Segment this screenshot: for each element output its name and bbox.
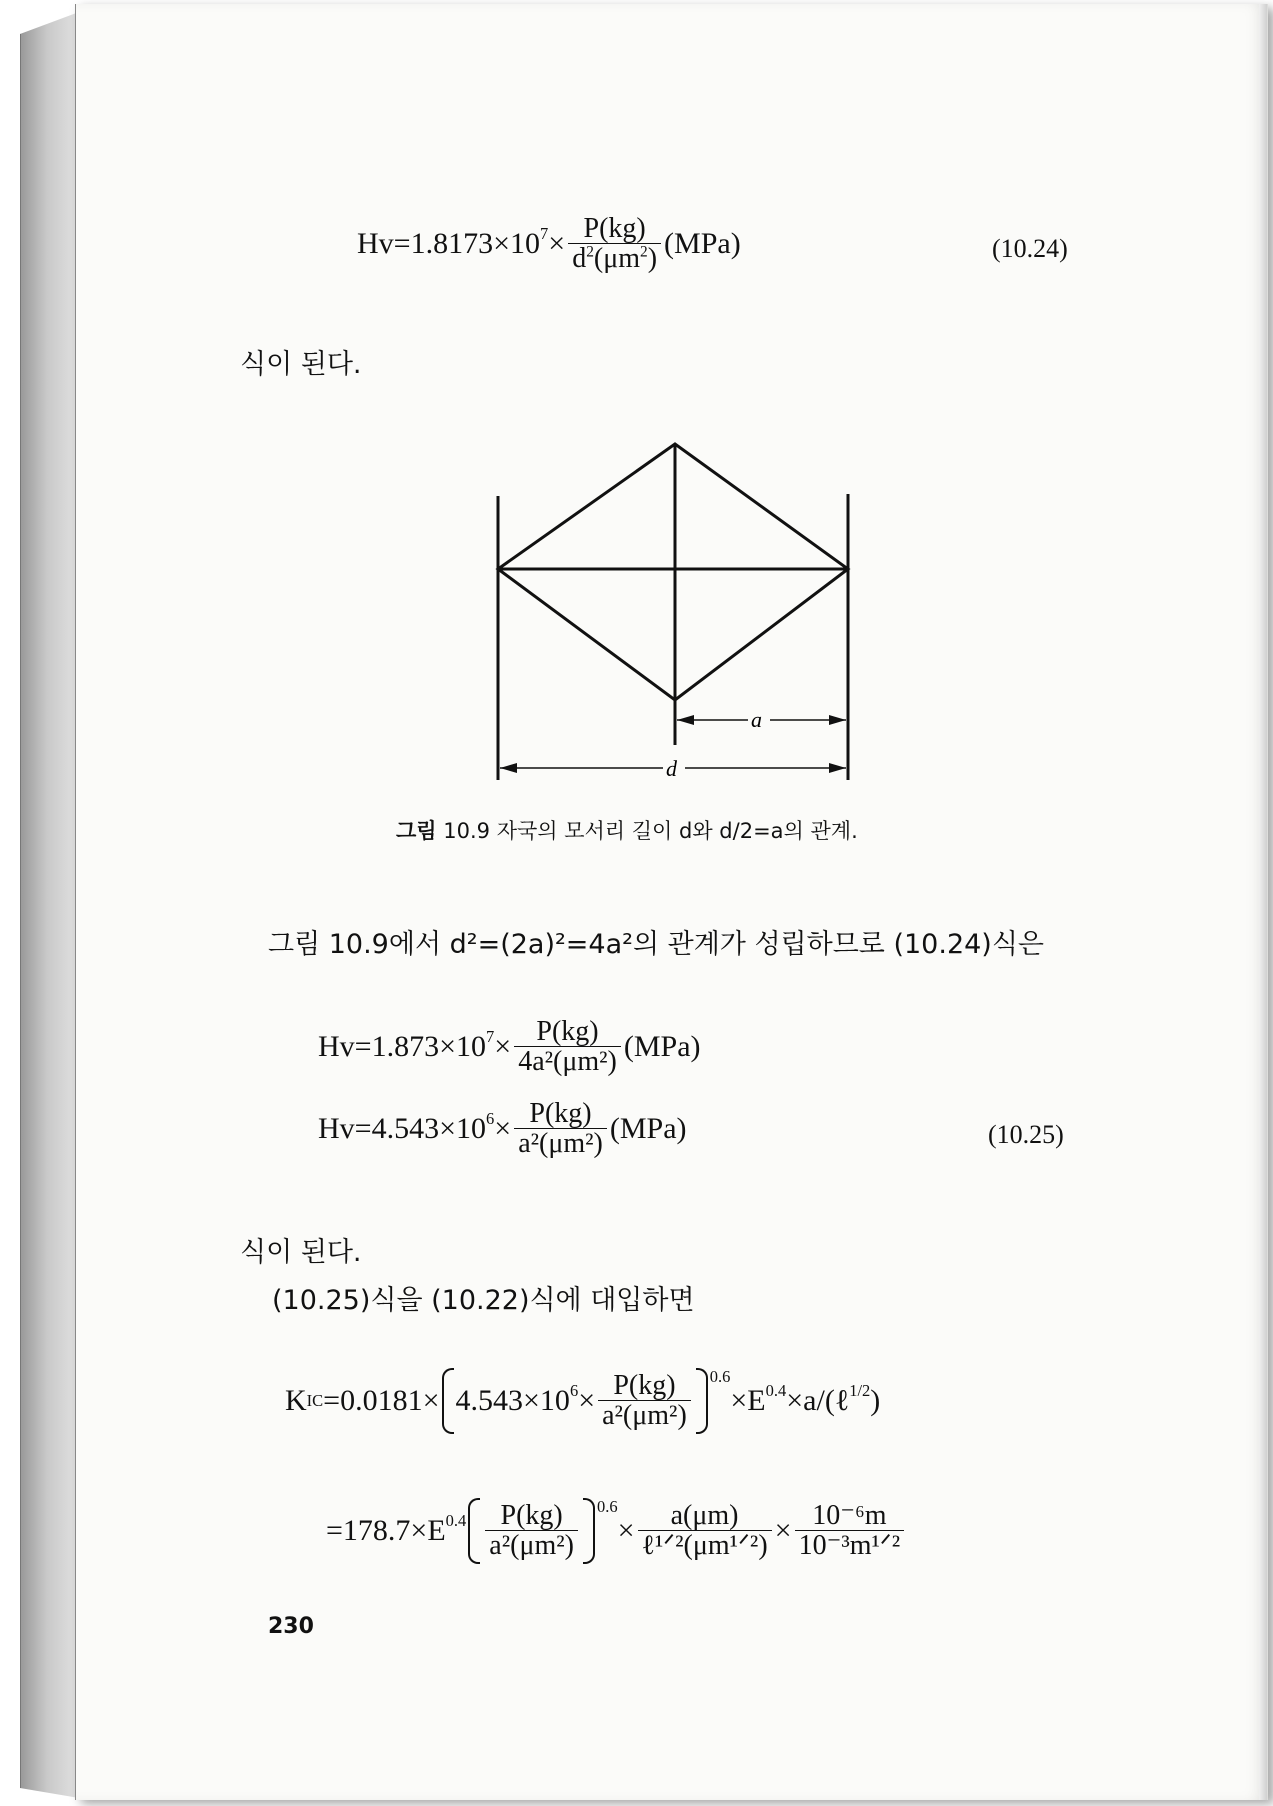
equation-hv-4a: Hv=1.873×10 $^7$ × $\frac{P(kg)}{\text{4a²(μm²)}}$ (MPa) <box>318 1016 701 1077</box>
eq5-power: 0.6 <box>596 1497 618 1516</box>
text-line-4: (10.25)식을 (10.22)식에 대입하면 <box>272 1285 695 1316</box>
eq5-numerator-3: 10⁻⁶m <box>812 1499 887 1531</box>
eq5-lhs-exp: 0.4 <box>445 1511 467 1530</box>
left-bracket-2 <box>468 1498 480 1564</box>
label-a: a <box>751 707 762 732</box>
indentation-diamond <box>498 444 848 700</box>
eq4-power: 0.6 <box>709 1367 731 1386</box>
equation-10-24 <box>357 215 741 273</box>
eq1-fraction <box>568 215 661 273</box>
arrow-a-left <box>677 715 694 725</box>
eq4-coef: =0.0181× <box>323 1384 440 1417</box>
eq3-denominator: a²(μm²) <box>514 1128 607 1158</box>
eq2-unit: (MPa) <box>623 1030 701 1064</box>
eq3-unit: (MPa) <box>609 1112 687 1146</box>
eq2-denominator: 4a²(μm²) <box>514 1046 621 1076</box>
eq1-den-c: ) <box>647 243 658 274</box>
arrow-d-right <box>829 763 846 773</box>
eq5-denominator-3: 10⁻³m¹ᐟ² <box>795 1530 905 1560</box>
equation-kic: K IC =0.0181× 4.543×10 $^6$ × $\frac{P(kg)}{\text{a²(μm²)}}$ $^{0.6}$ ×E $^{0.4}$ ×a/(ℓ $^{1/2}$ ) <box>285 1368 880 1434</box>
eq4-numerator: P(kg) <box>613 1369 676 1401</box>
equation-final: =178.7×E $^{0.4}$ $\frac{P(kg)}{\text{a²(μm²)}}$ $^{0.6}$ × $\frac{a(\mu m)}{\text{ℓ¹ᐟ²(μm¹ᐟ²)}}$ × $\frac{\text{10⁻⁶m}}{\text{10⁻³m¹ᐟ²}}$ <box>326 1498 907 1564</box>
eq5-denominator-1: a²(μm²) <box>485 1530 578 1560</box>
eq1-denominator: $d^2(\mu m^2)$ <box>568 243 661 273</box>
eq5-fraction-2 <box>638 1499 772 1561</box>
eq2-numerator: P(kg) <box>536 1016 599 1047</box>
equation-10-25: Hv=4.543×10 $^6$ × $\frac{P(kg)}{\text{a²(μm²)}}$ (MPa) <box>318 1098 687 1159</box>
text-line-3: 식이 된다. <box>240 1237 362 1268</box>
eq4-tail2-exp: 1/2 <box>849 1381 871 1400</box>
eq1-unit: (MPa) <box>664 227 741 261</box>
left-bracket <box>442 1368 454 1434</box>
label-d: d <box>666 756 677 780</box>
right-bracket-2 <box>583 1498 595 1564</box>
eq1-den-b: (μm <box>593 243 641 274</box>
eq3-numerator: P(kg) <box>529 1098 592 1129</box>
page-number: 230 <box>268 1614 314 1639</box>
eq5-fraction-1 <box>485 1499 578 1561</box>
arrow-a-right <box>829 715 846 725</box>
page-edge <box>1259 4 1267 1800</box>
caption-prefix: 그림 <box>396 819 437 843</box>
eq1-lhs: Hv=1.8173×10 <box>357 227 541 261</box>
eq4-tail3: ) <box>870 1384 881 1417</box>
eq2-fraction <box>514 1018 621 1076</box>
eq4-tail2: ×a/(ℓ <box>786 1384 850 1417</box>
eq2-exp: 7 <box>486 1027 495 1047</box>
right-bracket <box>696 1368 708 1434</box>
eq4-lhs-sub: IC <box>306 1391 324 1410</box>
caption-text: 10.9 자국의 모서리 길이 d와 d/2=a의 관계. <box>443 819 858 843</box>
eq4-inner: 4.543×10 <box>455 1384 570 1417</box>
eq4-fraction <box>598 1369 691 1431</box>
figure-caption <box>396 815 858 845</box>
text-line-1: 식이 된다. <box>240 349 362 380</box>
eq1-numerator: P(kg) <box>583 213 646 244</box>
eq4-inner-exp: 6 <box>569 1381 579 1400</box>
eq5-denominator-2: ℓ¹ᐟ²(μm¹ᐟ²) <box>638 1530 772 1560</box>
eq4-tail: ×E <box>730 1384 766 1417</box>
eq4-tail-exp: 0.4 <box>765 1381 787 1400</box>
eq1-times: × <box>548 227 566 261</box>
eq1-den-a: d <box>572 243 587 274</box>
figure-diagram <box>480 430 860 780</box>
eq2-lhs: Hv=1.873×10 <box>318 1030 487 1064</box>
equation-number-10-25: (10.25) <box>988 1120 1064 1149</box>
book-spine <box>20 12 79 1798</box>
eq3-lhs: Hv=4.543×10 <box>318 1112 487 1146</box>
text-line-2: 그림 10.9에서 d²=(2a)²=4a²의 관계가 성립하므로 (10.24)식은 <box>268 929 1044 960</box>
eq3-exp: 6 <box>486 1109 495 1129</box>
eq5-lhs: =178.7×E <box>326 1514 446 1547</box>
eq4-lhs: K <box>285 1384 307 1417</box>
eq5-numerator-2: a(μm) <box>670 1499 739 1531</box>
eq5-fraction-3 <box>795 1499 905 1561</box>
eq4-denominator: a²(μm²) <box>598 1400 691 1430</box>
equation-number-10-24: (10.24) <box>992 234 1068 263</box>
arrow-d-left <box>500 763 517 773</box>
eq3-fraction <box>514 1100 607 1158</box>
eq5-numerator-1: P(kg) <box>500 1499 563 1531</box>
eq1-exp: 7 <box>540 224 549 244</box>
